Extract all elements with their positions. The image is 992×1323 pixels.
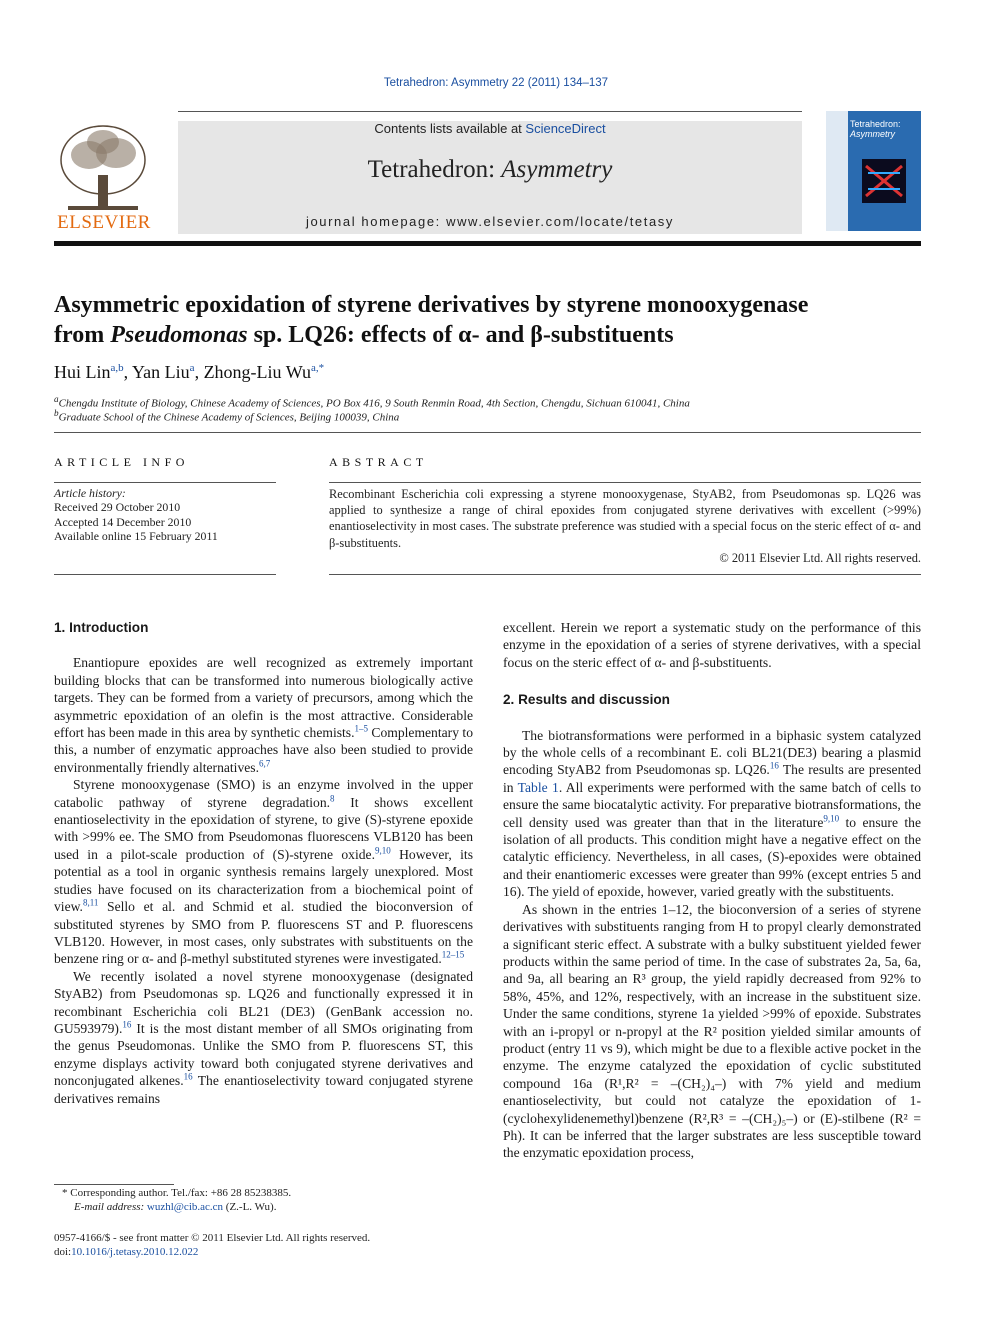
corresponding-author-note: * Corresponding author. Tel./fax: +86 28 85238385. bbox=[62, 1187, 292, 1199]
affil-mark: a bbox=[54, 394, 59, 404]
text: The biotransformations were performed in a biphasic system catalyzed by the whole cells of a recombinant E. coli BL21(DE3) bearing a plasmid encoding StyAB2 from Pseudomonas sp. LQ26. bbox=[503, 727, 921, 778]
text: Styrene monooxygenase (SMO) is an enzyme involved in the upper catabolic pathway of styrene degradation. bbox=[54, 777, 473, 810]
author[interactable]: Zhong-Liu Wu bbox=[203, 362, 311, 382]
citation-ref[interactable]: 8 bbox=[330, 793, 335, 804]
journal-title-italic: Asymmetry bbox=[501, 156, 613, 183]
intro-paragraph-3 bbox=[54, 968, 473, 1107]
affiliation-rule bbox=[54, 432, 921, 433]
author-list bbox=[54, 362, 921, 383]
issn-line: 0957-4166/$ - see front matter © 2011 Elsevier Ltd. All rights reserved. bbox=[54, 1232, 371, 1244]
text: It shows excellent enantioselectivity in the epoxidation of styrene, to give (S)-styrene epoxide with >99% ee. The SMO from Pseudomonas fluorescens VLB120 has been used in a pilot-scale production of (S)-styrene oxide. bbox=[54, 794, 473, 862]
results-heading: 2. Results and discussion bbox=[503, 692, 670, 708]
affil-mark: b bbox=[54, 408, 59, 418]
article-info-heading: ARTICLE INFO bbox=[54, 455, 189, 469]
journal-cover[interactable] bbox=[826, 111, 921, 231]
intro-paragraph-1 bbox=[54, 654, 473, 776]
citation-ref[interactable]: 6,7 bbox=[258, 758, 271, 769]
header-divider bbox=[54, 241, 921, 246]
abstract-heading: ABSTRACT bbox=[329, 455, 428, 469]
intro-paragraph-2 bbox=[54, 776, 473, 967]
text: The results are presented in bbox=[503, 762, 921, 795]
sciencedirect-link[interactable]: ScienceDirect bbox=[525, 121, 606, 136]
author-sep: , bbox=[123, 362, 132, 382]
affil-text: Graduate School of the Chinese Academy of Sciences, Beijing 100039, China bbox=[58, 411, 400, 424]
email-link[interactable]: wuzhl@cib.ac.cn bbox=[146, 1201, 224, 1213]
received-date: Received 29 October 2010 bbox=[54, 500, 181, 514]
citation-ref[interactable]: 8,11 bbox=[82, 897, 99, 908]
cover-title-line1: Tetrahedron: bbox=[850, 119, 901, 129]
text: Enantiopure epoxides are well recognized as extremely important building blocks that can be transformed into numerous biologically active targets. They can be formed from a variety of precursors, among which the asymmetric epoxidation of an olefin is the most attractive. Considerable effort has been made in this area by synthetic chemists. bbox=[54, 655, 473, 741]
text: However, its potential as a tool in organic synthesis remains largely unexplored. Most studies have focused on its characterization from a biochemical point of view. bbox=[54, 846, 473, 915]
text: . All experiments were performed with the same batch of cells to ensure the same biocatalytic activity. For preparative biotransformations, the cell density used was greater than that in the literature bbox=[503, 779, 921, 830]
article-info-bottom-rule bbox=[54, 574, 276, 575]
contents-prefix: Contents lists available at bbox=[374, 121, 526, 136]
journal-title-main: Tetrahedron: bbox=[367, 156, 502, 183]
accepted-date: Accepted 14 December 2010 bbox=[54, 515, 192, 529]
footnote-rule bbox=[54, 1184, 174, 1185]
author[interactable]: Yan Liu bbox=[131, 362, 190, 382]
intro-continuation: excellent. Herein we report a systematic study on the performance of this enzyme in the epoxidation of a series of styrene derivatives, with a special focus on the steric effect of α- and β-substituents. bbox=[503, 620, 921, 670]
history-label: Article history: bbox=[54, 486, 126, 500]
online-date: Available online 15 February 2011 bbox=[54, 529, 218, 543]
abstract-copyright: © 2011 Elsevier Ltd. All rights reserved. bbox=[719, 551, 921, 565]
author-affil-mark[interactable]: a bbox=[189, 362, 195, 374]
email-note bbox=[54, 1200, 493, 1214]
author[interactable]: Hui Lin bbox=[54, 362, 111, 382]
article-info-rule bbox=[54, 482, 276, 483]
body-right-column bbox=[503, 619, 921, 1162]
results-paragraph-2: As shown in the entries 1–12, the bioconversion of a series of styrene derivatives with substituents ranging from H to propyl clearly demonstrated a significant steric effect. A substrate with a bulky substituent yielded fewer products within the same period of time. In the case of substrates 2a, 5a, 6a, and 9a, all bearing an R³ group, the yield rapidly decreased from 92% to 58%, 45%, and 12%, respectively, with an increase in the substituent size. Under the same conditions, styrene 1a yielded >99% of epoxide. Substrates with an i-propyl or n-propyl at the R² position yielded similar amounts of product (entry 11 vs 9), which might be due to a flexible active pocket in the enzyme. The enzyme catalyzed the epoxidation of cyclic substituted compound 16a (R¹,R² = –(CH₂)₄–) with 7% yield and medium enantioselectivity, but could not catalyze the epoxidation of 1-(cyclohexylidenemethyl)benzene (R²,R³ = –(CH₂)₅–) or (E)-stilbene (R² = Ph). It can be inferred that the larger substrates are less susceptible toward the enzymatic epoxidation process, bbox=[503, 901, 921, 1161]
contents-line bbox=[178, 121, 802, 136]
title-line-2 bbox=[54, 320, 921, 350]
affil-text: Chengdu Institute of Biology, Chinese Academy of Sciences, PO Box 416, 9 South Renmin Road, 4th Section, Chengdu, Sichuan 610041, China bbox=[58, 397, 690, 410]
text: The enantioselectivity toward conjugated styrene derivatives remains bbox=[54, 1073, 473, 1106]
text: to ensure the isolation of all products. This condition might have a negative effect on the catalytic efficiency. Nevertheless, in all cases, (S)-epoxides were obtained and their enantiomeric excesses were greater than 99% (except entries 5 and 16). The yield of epoxide, however, varied greatly with the substituents. bbox=[503, 814, 921, 900]
abstract-text: Recombinant Escherichia coli expressing a styrene monooxygenase, StyAB2, from Pseudomonas sp. LQ26 was applied to synthesize a range of chiral epoxides from conjugated styrene derivatives with excellent (>99%) enantioselectivity in most cases. The substrate preference was studied with a special focus on the steric effect of α- and β-substituents. bbox=[329, 487, 921, 550]
citation-ref[interactable]: 9,10 bbox=[823, 813, 840, 824]
journal-homepage[interactable]: journal homepage: www.elsevier.com/locate/tetasy bbox=[305, 214, 674, 229]
results-paragraph-1 bbox=[503, 727, 921, 901]
cover-title-line2: Asymmetry bbox=[850, 129, 895, 139]
text: It is the most distant member of all SMOs originating from the genus Pseudomonas. Unlike the SMO from P. fluorescens ST, this enzyme displays activity toward both conjugated styrene derivatives and nonconjugated alkenes. bbox=[54, 1020, 473, 1089]
table-1-link[interactable]: Table 1 bbox=[517, 779, 559, 795]
author-affil-mark[interactable]: a,b bbox=[110, 362, 124, 374]
title-prefix: from bbox=[54, 322, 111, 348]
author-affil-mark[interactable]: a,* bbox=[311, 362, 325, 374]
citation-ref[interactable]: 12–15 bbox=[441, 949, 465, 960]
email-label: E-mail address: bbox=[74, 1201, 147, 1213]
doi-label: doi: bbox=[54, 1246, 72, 1258]
text: Complementary to this, a number of enzymatic approaches have also been studied to provide environmentally friendly alternatives. bbox=[54, 725, 473, 775]
citation-ref[interactable]: 9,10 bbox=[374, 845, 391, 856]
email-suffix: (Z.-L. Wu). bbox=[223, 1201, 277, 1213]
publisher-name: ELSEVIER bbox=[57, 212, 151, 233]
article-title bbox=[54, 290, 921, 350]
title-suffix: sp. LQ26: effects of α- and β-substituents bbox=[247, 322, 674, 348]
elsevier-logo bbox=[54, 120, 154, 235]
text: Sello et al. and Schmid et al. studied the bioconversion of substituted styrenes by SMO from P. fluorescens ST and P. fluorescens VLB120. However, in most cases, only substrates with substituents on the benzene ring or α- and β-methyl substituted styrenes were investigated. bbox=[54, 899, 473, 967]
cover-art-icon bbox=[826, 111, 921, 231]
title-line-1: Asymmetric epoxidation of styrene derivatives by styrene monooxygenase bbox=[54, 292, 809, 318]
abstract-rule bbox=[329, 482, 921, 483]
doi-line bbox=[54, 1245, 198, 1259]
text: We recently isolated a novel styrene monooxygenase (designated StyAB2) from Pseudomonas sp. LQ26 and functionally expressed it in recombinant Escherichia coli BL21 (DE3) (GenBank accession no. GU593979). bbox=[54, 968, 473, 1036]
masthead-top-rule bbox=[178, 111, 802, 112]
abstract-bottom-rule bbox=[329, 574, 921, 575]
body-left-column bbox=[54, 619, 473, 1107]
citation-ref[interactable]: 16 bbox=[122, 1019, 132, 1030]
title-italic: Pseudomonas bbox=[110, 322, 248, 348]
citation-ref[interactable]: 16 bbox=[769, 760, 779, 771]
intro-heading: 1. Introduction bbox=[54, 620, 149, 635]
author-sep: , bbox=[194, 362, 204, 382]
citation-ref[interactable]: 1–5 bbox=[354, 723, 368, 734]
journal-title bbox=[178, 156, 802, 184]
journal-citation[interactable]: Tetrahedron: Asymmetry 22 (2011) 134–137 bbox=[383, 77, 609, 89]
affiliation-b bbox=[54, 408, 921, 424]
doi-link[interactable]: 10.1016/j.tetasy.2010.12.022 bbox=[71, 1246, 199, 1258]
citation-ref[interactable]: 16 bbox=[183, 1071, 193, 1082]
